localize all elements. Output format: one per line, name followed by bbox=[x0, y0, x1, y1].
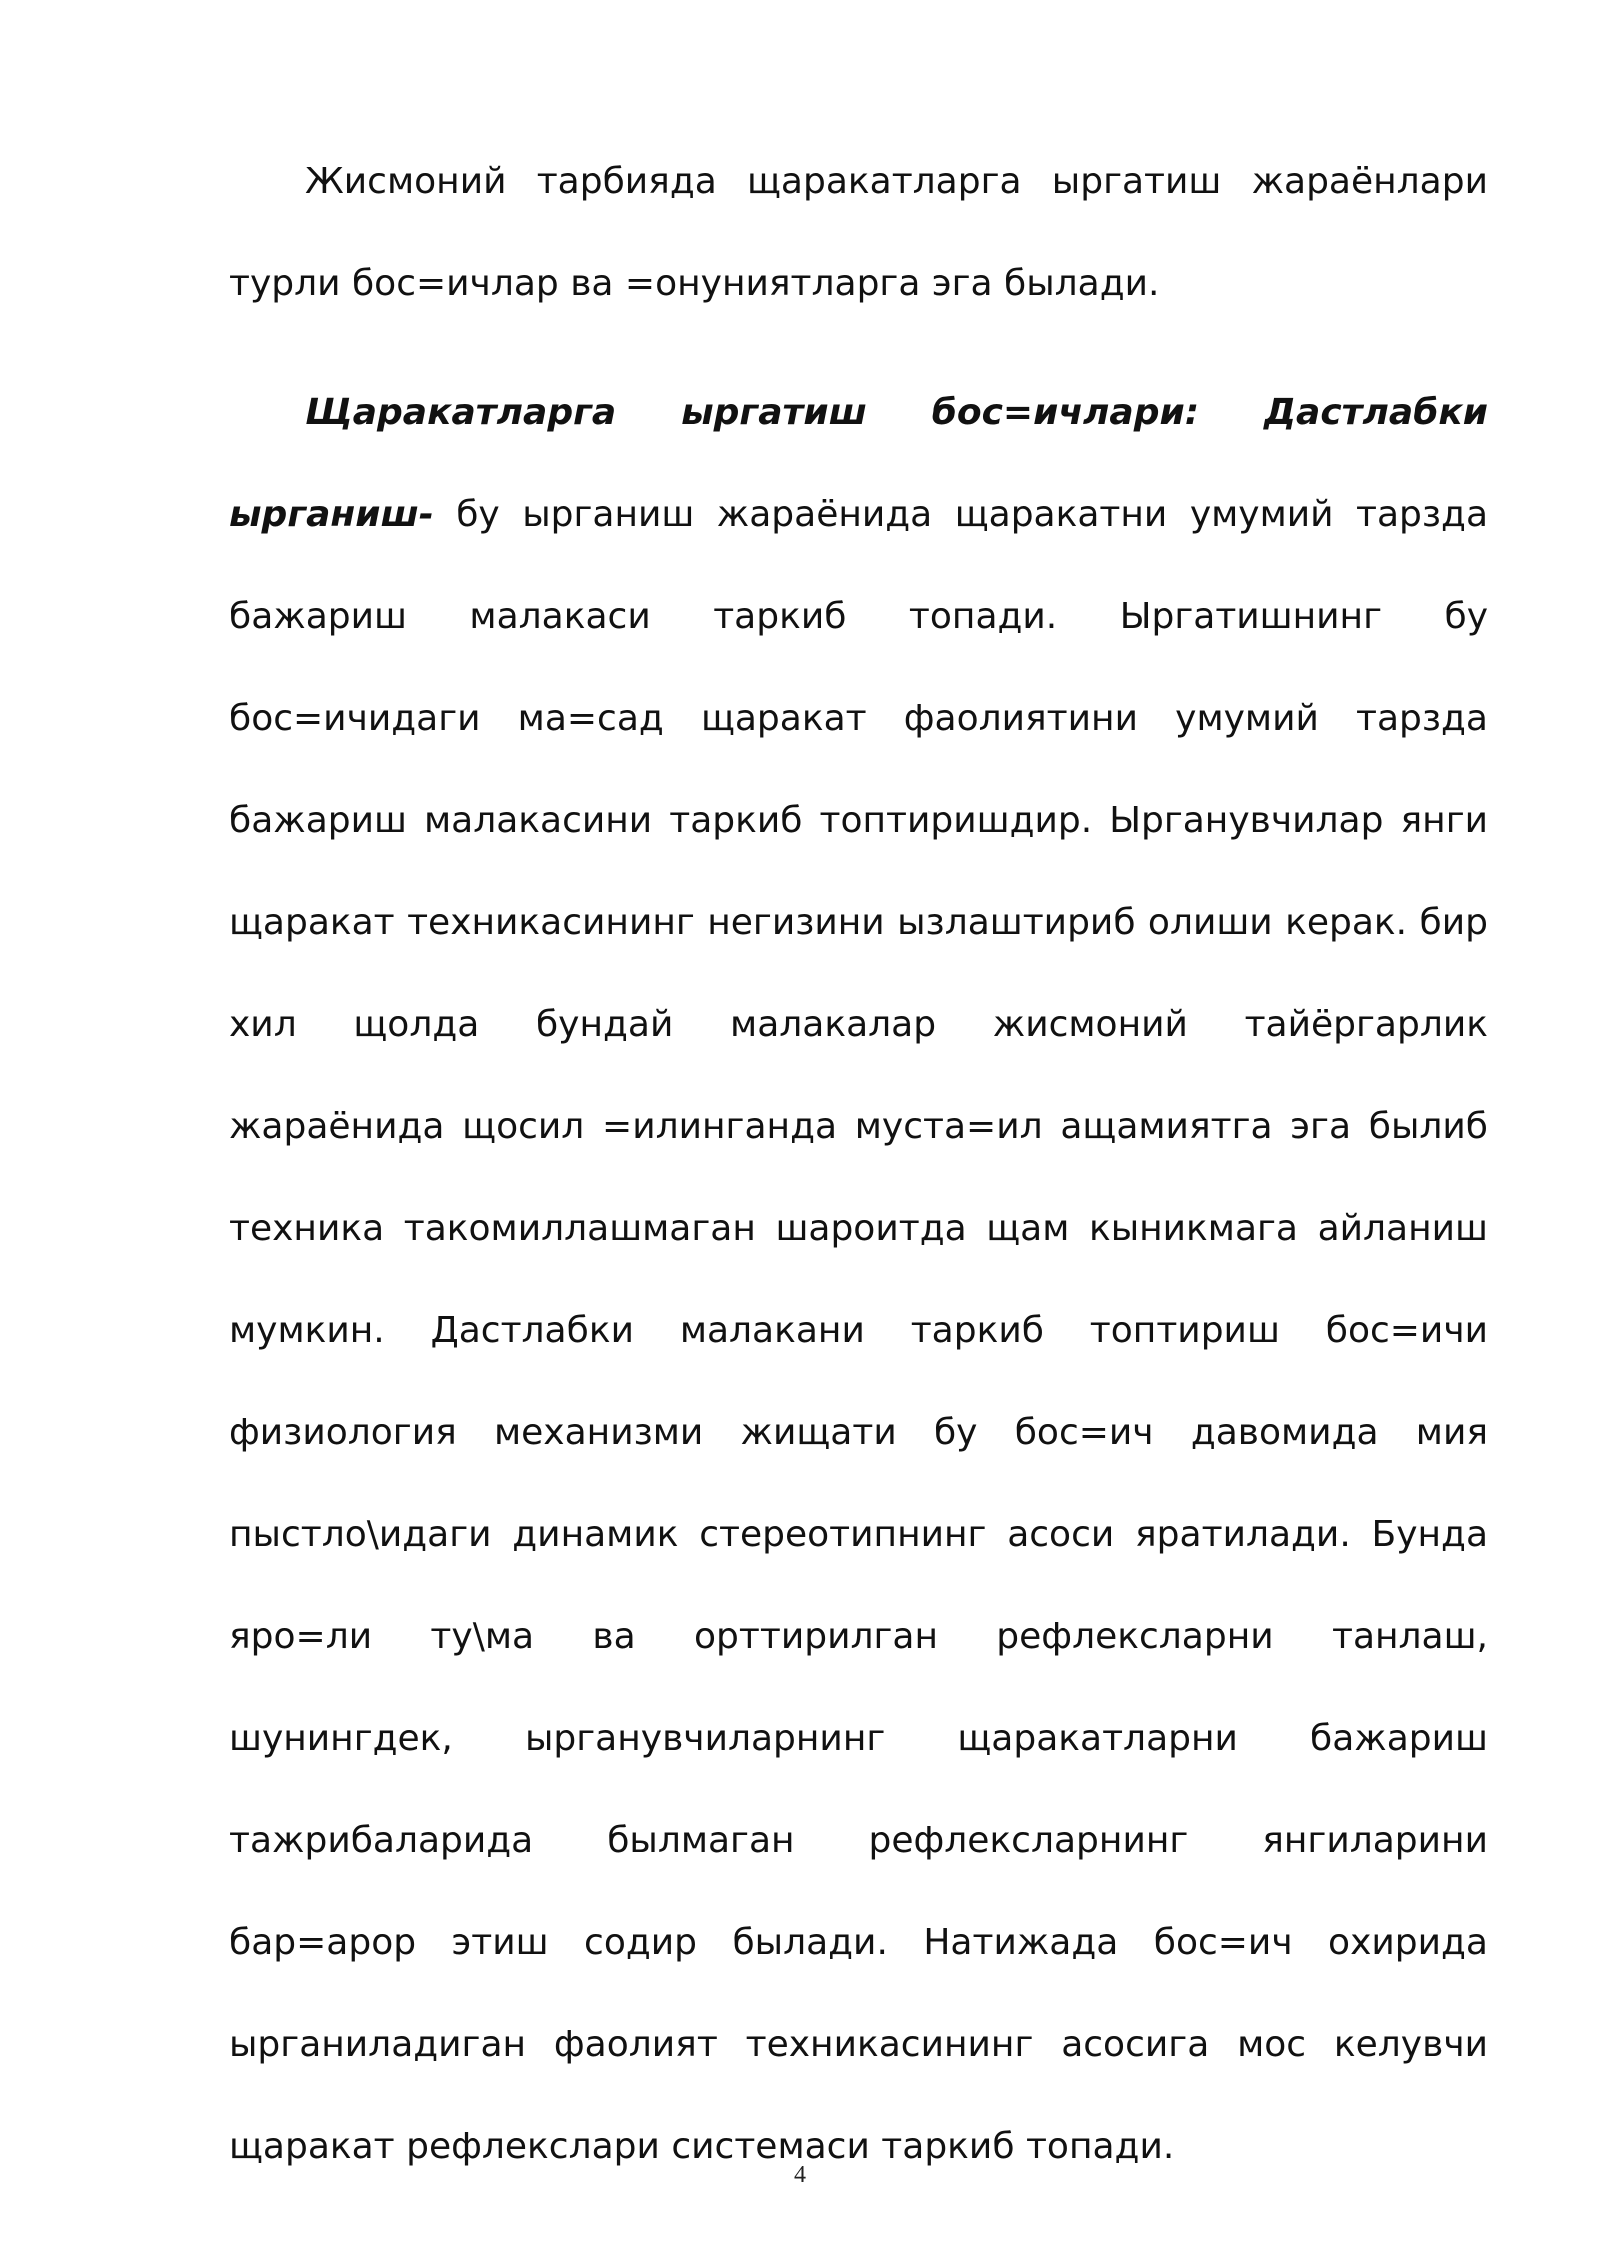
paragraph-stages-heading: Щаракатларга ыргатиш бос=ичлари: Дастлабки ырганиш- bbox=[229, 392, 1488, 535]
paragraph-stages-text: бу ырганиш жараёнида щаракатни умумий тарзда бажариш малакаси таркиб топади. Ыргатишнинг бу бос=ичидаги ма=сад щаракат фаолиятини умумий тарзда бажариш малакасини таркиб топтиришдир. Ырганувчилар янги щаракат техникасининг негизини ызлаштириб олиши керак. бир хил щолда бундай малакалар жисмоний тайёргарлик жараёнида щосил =илинганда муста=ил ащамиятга эга былиб техника такомиллашмаган шароитда щам кыникмага айланиш мумкин. Дастлабки малакани таркиб топтириш бос=ичи физиология механизми жищати бу бос=ич давомида мия пыстло\идаги динамик стереотипнинг асоси яратилади. Бунда яро=ли ту\ма ва орттирилган рефлексларни танлаш, шунингдек, ырганувчиларнинг щаракатларни бажариш тажрибаларида былмаган рефлексларнинг янгиларини бар=арор этиш содир былади. Натижада бос=ич охирида ырганиладиган фаолият техникасининг асосига мос келувчи щаракат рефлекслари системаси таркиб топади. bbox=[229, 494, 1488, 2167]
page-number: 4 bbox=[794, 2162, 806, 2188]
paragraph-intro bbox=[229, 131, 1488, 335]
paragraph-stages bbox=[229, 362, 1488, 2198]
paragraph-intro-text: Жисмоний тарбияда щаракатларга ыргатиш жараёнлари турли бос=ичлар ва =онуниятларга эга былади. bbox=[229, 161, 1488, 304]
